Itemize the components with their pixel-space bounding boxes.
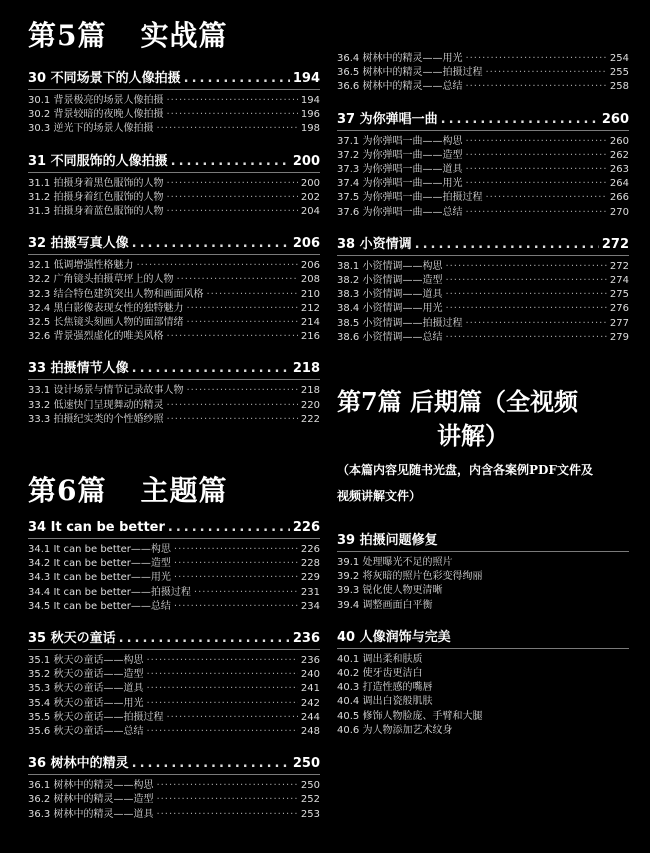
toc-entry[interactable] [337,288,629,302]
toc-entry[interactable] [337,331,629,345]
entry-page: 214 [300,317,320,329]
entry-page: 226 [300,544,320,556]
entry-title: 31.2 拍摄身着红色服饰的人物 [28,191,164,203]
toc-entry[interactable] [28,316,320,330]
toc-entry[interactable] [28,273,320,287]
toc-entry[interactable] [28,682,320,696]
chapter-39 [337,529,629,613]
entry-page: 277 [609,317,629,329]
entry-title: 34.2 It can be better——造型 [28,558,171,570]
entry-title: 36.5 树林中的精灵——拍摄过程 [337,67,483,79]
chapter-title: 34 It can be better [28,520,165,536]
toc-entry[interactable] [337,191,629,205]
part-5-title [28,14,320,50]
part-7-note-line2: 视频讲解文件） [337,489,422,504]
part-7-note-line1: （本篇内容见随书光盘，内含各案例PDF文件及 [337,463,593,478]
toc-entry[interactable] [337,302,629,316]
toc-entry[interactable] [337,724,629,738]
entry-title: 37.4 为你弹唱一曲——用光 [337,178,463,190]
entry-title: 36.1 树林中的精灵——构思 [28,780,154,792]
chapter-title: 33 拍摄情节人像 [28,361,129,377]
chapter-36 [28,752,320,822]
chapter-33 [28,357,320,427]
entry-page: 202 [300,191,320,203]
entry-title: 35.1 秋天の童话——构思 [28,655,144,667]
entry-page: 244 [300,711,320,723]
chapter-page: 260 [601,111,629,127]
toc-entry[interactable] [28,94,320,108]
chapter-heading[interactable] [337,529,629,552]
entry-title: 33.3 拍摄纪实类的个性婚纱照 [28,413,164,425]
toc-entry[interactable] [28,711,320,725]
entry-page: 263 [609,164,629,176]
entry-title: 38.6 小资情调——总结 [337,331,443,343]
entry-page: 234 [300,600,320,612]
entry-page: 208 [300,274,320,286]
toc-entry[interactable] [337,556,629,570]
entry-title: 32.2 广角镜头拍摄草坪上的人物 [28,274,174,286]
entry-title: 32.1 低调增强性格魅力 [28,260,134,272]
toc-entry[interactable] [28,697,320,711]
entry-page: 198 [300,123,320,135]
entry-page: 242 [300,697,320,709]
toc-entry[interactable] [28,302,320,316]
entry-title: 36.2 树林中的精灵——造型 [28,794,154,806]
chapter-page: 206 [292,236,320,252]
entry-title: 37.5 为你弹唱一曲——拍摄过程 [337,192,483,204]
chapter-heading[interactable] [337,108,629,131]
entry-page: 266 [609,192,629,204]
chapter-page: 226 [292,520,320,536]
part-6-title [28,469,320,508]
chapter-heading[interactable] [337,233,629,256]
entry-title: 33.2 低速快门呈现舞动的精灵 [28,399,164,411]
toc-entry[interactable] [28,399,320,413]
entry-page: 270 [609,206,629,218]
chapter-heading[interactable] [28,150,320,173]
toc-entry[interactable] [337,667,629,681]
toc-entry[interactable] [337,149,629,163]
entry-title: 39.3 锐化使人物更清晰 [337,585,443,597]
entry-title: 30.2 背景较暗的夜晚人像拍摄 [28,109,164,121]
entry-page: 200 [300,177,320,189]
toc-entry[interactable] [337,52,629,66]
entry-page: 254 [609,53,629,64]
entry-title: 34.5 It can be better——总结 [28,600,171,612]
entry-title: 35.4 秋天の童话——用光 [28,697,144,709]
entry-page: 260 [609,135,629,147]
entry-title: 38.3 小资情调——道具 [337,289,443,301]
toc-entry[interactable] [337,80,629,94]
entry-page: 216 [300,331,320,343]
toc-entry[interactable] [337,66,629,80]
entry-title: 31.3 拍摄身着蓝色服饰的人物 [28,206,164,218]
toc-entry[interactable] [28,557,320,571]
chapter-page: 250 [292,756,320,772]
part-name: 主题篇 [140,474,228,508]
chapter-35 [28,627,320,739]
entry-title: 36.3 树林中的精灵——道具 [28,808,154,820]
chapter-heading[interactable] [28,357,320,380]
chapter-36-continued [337,52,629,95]
chapter-31 [28,150,320,220]
entry-page: 248 [300,726,320,738]
entry-title: 30.3 逆光下的场景人像拍摄 [28,123,154,135]
entry-title: 38.2 小资情调——造型 [337,275,443,287]
entry-title: 35.2 秋天の童话——造型 [28,669,144,681]
toc-entry[interactable] [337,599,629,613]
entry-page: 258 [609,81,629,93]
entry-title: 37.1 为你弹唱一曲——构思 [337,135,463,147]
entry-page: 212 [300,302,320,314]
chapter-heading[interactable] [28,232,320,255]
entry-title: 34.3 It can be better——用光 [28,572,171,584]
entry-page: 274 [609,275,629,287]
chapter-title: 31 不同服饰的人像拍摄 [28,153,168,169]
entry-page: 252 [300,794,320,806]
chapter-38 [337,233,629,345]
entry-title: 32.4 黑白影像表现女性的独特魅力 [28,302,184,314]
chapter-32 [28,232,320,344]
toc-entry[interactable] [28,793,320,807]
chapter-37 [337,108,629,220]
entry-title: 40.5 修饰人物脸庞、手臂和大腿 [337,710,483,722]
toc-entry[interactable] [337,570,629,584]
part-name: 实战篇 [140,19,228,52]
toc-entry[interactable] [337,695,629,709]
toc-entry[interactable] [28,288,320,302]
toc-entry[interactable] [28,668,320,682]
entry-page: 241 [300,683,320,695]
toc-entry[interactable] [337,317,629,331]
toc-entry[interactable] [28,191,320,205]
entry-title: 37.6 为你弹唱一曲——总结 [337,206,463,218]
toc-entry[interactable] [337,163,629,177]
toc-entry[interactable] [337,177,629,191]
chapter-title: 35 秋天の童话 [28,631,116,647]
chapter-40 [337,626,629,738]
toc-entry[interactable] [28,330,320,344]
toc-entry[interactable] [337,653,629,667]
part-number: 第6篇 [28,474,107,508]
entry-page: 231 [300,586,320,598]
chapter-page: 236 [292,631,320,647]
entry-title: 38.5 小资情调——拍摄过程 [337,317,463,329]
entry-page: 276 [609,303,629,315]
entry-page: 236 [300,655,320,667]
entry-page: 229 [300,572,320,584]
entry-page: 194 [300,95,320,106]
entry-page: 228 [300,558,320,570]
toc-entry[interactable] [337,260,629,274]
chapter-34 [28,520,320,614]
chapter-title: 36 树林中的精灵 [28,756,129,772]
entry-title: 40.2 使牙齿更洁白 [337,668,423,680]
entry-page: 279 [609,331,629,343]
entry-title: 40.3 打造性感的嘴唇 [337,682,433,694]
entry-page: 250 [300,780,320,792]
toc-entry[interactable] [28,205,320,219]
left-column [28,0,320,822]
entry-title: 35.5 秋天の童话——拍摄过程 [28,711,164,723]
toc-entry[interactable] [28,586,320,600]
entry-page: 275 [609,289,629,301]
entry-title: 32.3 结合特色建筑突出人物和画面风格 [28,288,204,300]
entry-title: 39.4 调整画面白平衡 [337,599,433,611]
entry-page: 253 [300,808,320,820]
toc-entry[interactable] [337,710,629,724]
toc-entry[interactable] [337,135,629,149]
toc-entry[interactable] [28,725,320,739]
entry-title: 32.6 背景强烈虚化的唯美风格 [28,331,164,343]
entry-title: 36.6 树林中的精灵——总结 [337,81,463,93]
toc-entry[interactable] [28,413,320,427]
entry-title: 40.6 为人物添加艺术纹身 [337,724,453,736]
chapter-30 [28,67,320,137]
entry-title: 30.1 背景极亮的场景人像拍摄 [28,95,164,106]
chapter-title: 38 小资情调 [337,236,412,252]
entry-title: 38.4 小资情调——用光 [337,303,443,315]
toc-entry[interactable] [337,206,629,220]
chapter-page: 218 [292,361,320,377]
entry-page: 240 [300,669,320,681]
chapter-title: 32 拍摄写真人像 [28,236,129,252]
entry-page: 255 [609,67,629,79]
entry-title: 39.1 处理曝光不足的照片 [337,557,453,569]
toc-entry[interactable] [28,808,320,822]
entry-title: 34.4 It can be better——拍摄过程 [28,586,191,598]
entry-title: 40.4 调出白瓷般肌肤 [337,696,433,708]
toc-entry[interactable] [28,600,320,614]
entry-page: 204 [300,206,320,218]
chapter-title: 30 不同场景下的人像拍摄 [28,71,181,86]
part-7-title-line1: 第7篇 后期篇（全视频 [337,387,579,417]
chapter-heading[interactable] [28,520,320,539]
right-column [337,0,629,738]
toc-entry[interactable] [28,259,320,273]
entry-title: 39.2 将灰暗的照片色彩变得绚丽 [337,571,483,583]
chapter-title: 37 为你弹唱一曲 [337,111,438,127]
entry-title: 37.2 为你弹唱一曲——造型 [337,149,463,161]
entry-title: 36.4 树林中的精灵——用光 [337,53,463,64]
entry-title: 34.1 It can be better——构思 [28,544,171,556]
chapter-title: 39 拍摄问题修复 [337,533,438,549]
entry-title: 33.1 设计场景与情节记录故事人物 [28,385,184,397]
entry-title: 35.6 秋天の童话——总结 [28,726,144,738]
entry-page: 206 [300,260,320,272]
entry-page: 264 [609,178,629,190]
chapter-heading[interactable] [337,626,629,649]
part-number: 第5篇 [28,19,107,52]
toc-entry[interactable] [28,177,320,191]
entry-page: 222 [300,413,320,425]
entry-page: 218 [300,385,320,397]
entry-title: 37.3 为你弹唱一曲——道具 [337,164,463,176]
toc-entry[interactable] [337,681,629,695]
chapter-heading[interactable] [28,627,320,650]
entry-title: 40.1 调出柔和肤质 [337,653,423,665]
part-7-title-line2: 讲解） [437,421,509,451]
entry-page: 262 [609,149,629,161]
chapter-title: 40 人像润饰与完美 [337,629,451,645]
entry-page: 196 [300,109,320,121]
toc-entry[interactable] [28,108,320,122]
part-7-header [337,385,629,509]
chapter-heading[interactable] [28,67,320,90]
toc-entry[interactable] [337,274,629,288]
toc-entry[interactable] [28,654,320,668]
entry-page: 220 [300,399,320,411]
chapter-page: 272 [601,236,629,252]
toc-entry[interactable] [337,584,629,598]
toc-entry[interactable] [28,384,320,398]
toc-entry[interactable] [28,543,320,557]
entry-title: 32.5 长焦镜头刻画人物的面部情绪 [28,317,184,329]
entry-page: 272 [609,260,629,272]
entry-page: 210 [300,288,320,300]
chapter-heading[interactable] [28,752,320,775]
toc-entry[interactable] [28,779,320,793]
entry-title: 31.1 拍摄身着黑色服饰的人物 [28,177,164,189]
chapter-page: 194 [292,71,320,86]
chapter-page: 200 [292,153,320,169]
entry-title: 38.1 小资情调——构思 [337,260,443,272]
toc-entry[interactable] [28,122,320,136]
toc-entry[interactable] [28,571,320,585]
entry-title: 35.3 秋天の童话——道具 [28,683,144,695]
